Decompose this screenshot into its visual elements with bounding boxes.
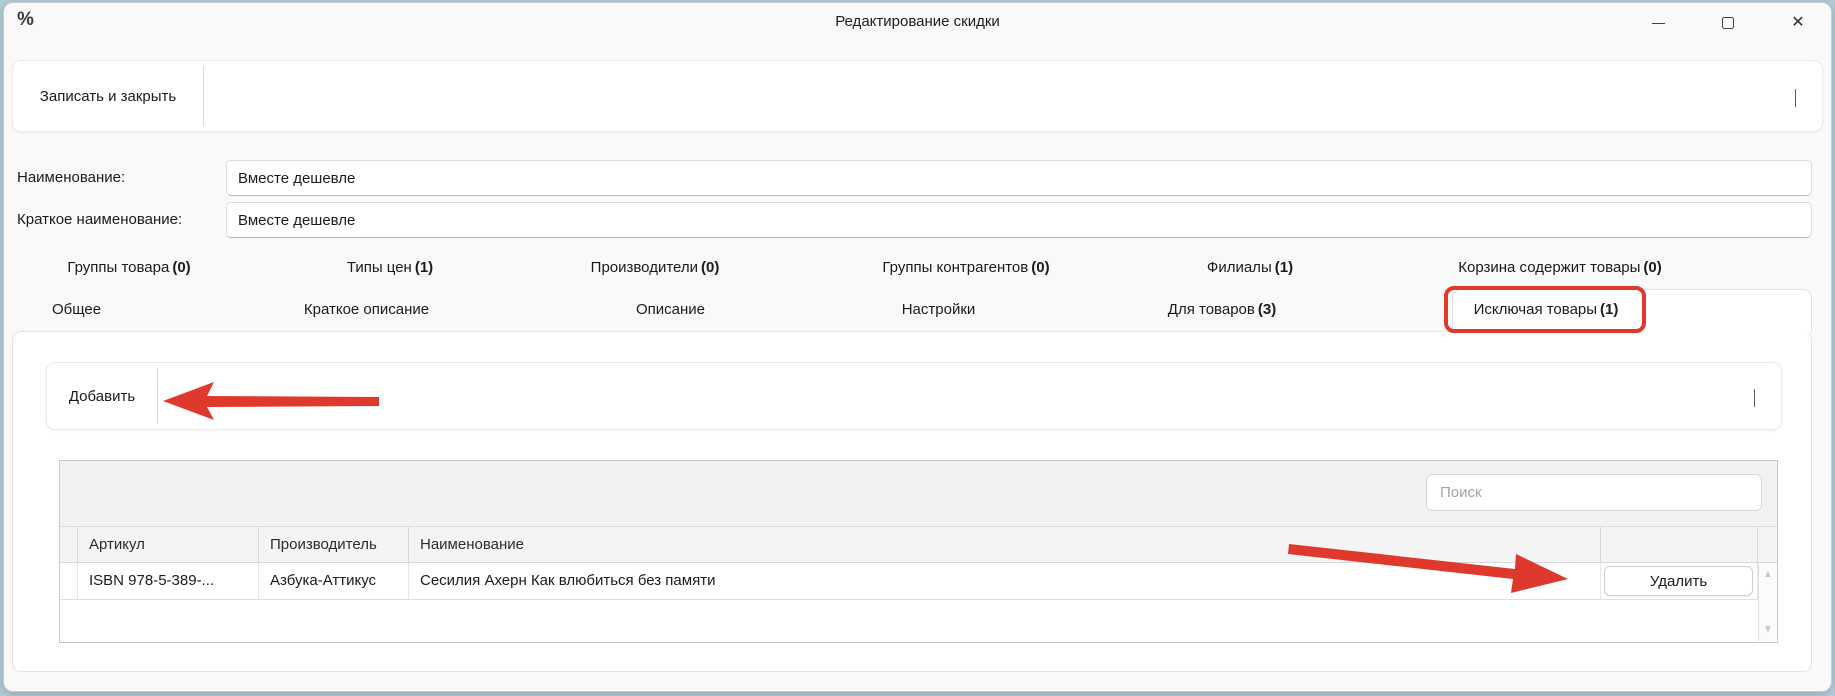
excluded-products-toolbar xyxy=(46,362,1782,430)
row-articul-cell[interactable]: ISBN 978-5-389-... xyxy=(78,563,259,599)
toolbar-more-button[interactable] xyxy=(1795,89,1796,107)
scroll-down-icon[interactable]: ▼ xyxy=(1763,624,1773,635)
close-icon: ✕ xyxy=(1791,14,1805,31)
table-filter-bar xyxy=(60,461,1777,527)
save-and-close-button[interactable]: Записать и закрыть xyxy=(39,87,177,105)
short-name-input[interactable] xyxy=(226,202,1812,238)
minimize-icon xyxy=(1652,23,1665,24)
header-manufacturer[interactable]: Производитель xyxy=(259,527,409,562)
row-name-cell[interactable]: Сесилия Ахерн Как влюбиться без памяти xyxy=(409,563,1601,599)
main-toolbar xyxy=(12,60,1823,132)
table-body xyxy=(60,563,1777,642)
inner-toolbar-divider xyxy=(157,368,158,424)
maximize-button[interactable] xyxy=(1717,12,1739,34)
tab-cart-contains[interactable]: Корзина содержит товары (0) xyxy=(1458,259,1662,276)
search-input[interactable] xyxy=(1426,474,1762,511)
scroll-up-icon[interactable]: ▲ xyxy=(1763,569,1773,580)
delete-button[interactable]: Удалить xyxy=(1604,566,1753,596)
app-percent-icon: % xyxy=(17,9,34,30)
toolbar-divider xyxy=(203,66,204,126)
tab-contractor-groups[interactable]: Группы контрагентов (0) xyxy=(882,259,1050,276)
window-controls xyxy=(1647,12,1809,34)
row-action-cell xyxy=(1601,563,1758,599)
table-scrollbar[interactable] xyxy=(1758,563,1777,641)
tab-price-types[interactable]: Типы цен (1) xyxy=(346,259,434,276)
short-name-field-label: Краткое наименование: xyxy=(17,211,183,228)
tab-excluding-products[interactable]: Исключая товары (1) xyxy=(1473,301,1619,318)
header-articul[interactable]: Артикул xyxy=(78,527,259,562)
name-input[interactable] xyxy=(226,160,1812,196)
minimize-button[interactable] xyxy=(1647,12,1669,34)
tab-description[interactable]: Описание xyxy=(635,301,706,318)
inner-toolbar-more-button[interactable] xyxy=(1754,389,1755,407)
header-actions xyxy=(1601,527,1758,562)
maximize-icon xyxy=(1722,17,1734,29)
chevron-down-icon xyxy=(1795,89,1796,107)
tab-short-description[interactable]: Краткое описание xyxy=(303,301,430,318)
row-selector-cell[interactable] xyxy=(60,563,78,599)
tab-branches[interactable]: Филиалы (1) xyxy=(1206,259,1294,276)
header-selector-column xyxy=(60,527,78,562)
header-name[interactable]: Наименование xyxy=(409,527,1601,562)
tab-manufacturers[interactable]: Производители (0) xyxy=(590,259,720,276)
name-field-label: Наименование: xyxy=(17,169,126,186)
tab-settings[interactable]: Настройки xyxy=(901,301,976,318)
table-header-row xyxy=(60,527,1777,563)
tab-general[interactable]: Общее xyxy=(51,301,102,318)
header-scroll-spacer xyxy=(1758,527,1777,562)
close-button[interactable] xyxy=(1787,12,1809,34)
chevron-down-icon xyxy=(1754,389,1755,407)
table-row[interactable] xyxy=(60,563,1777,600)
row-manufacturer-cell[interactable]: Азбука-Аттикус xyxy=(259,563,409,599)
excluded-products-table xyxy=(59,460,1778,643)
tab-for-products[interactable]: Для товаров (3) xyxy=(1167,301,1277,318)
tab-product-groups[interactable]: Группы товара (0) xyxy=(67,259,191,276)
window-title: Редактирование скидки xyxy=(835,13,1000,30)
add-button[interactable]: Добавить xyxy=(68,387,136,405)
